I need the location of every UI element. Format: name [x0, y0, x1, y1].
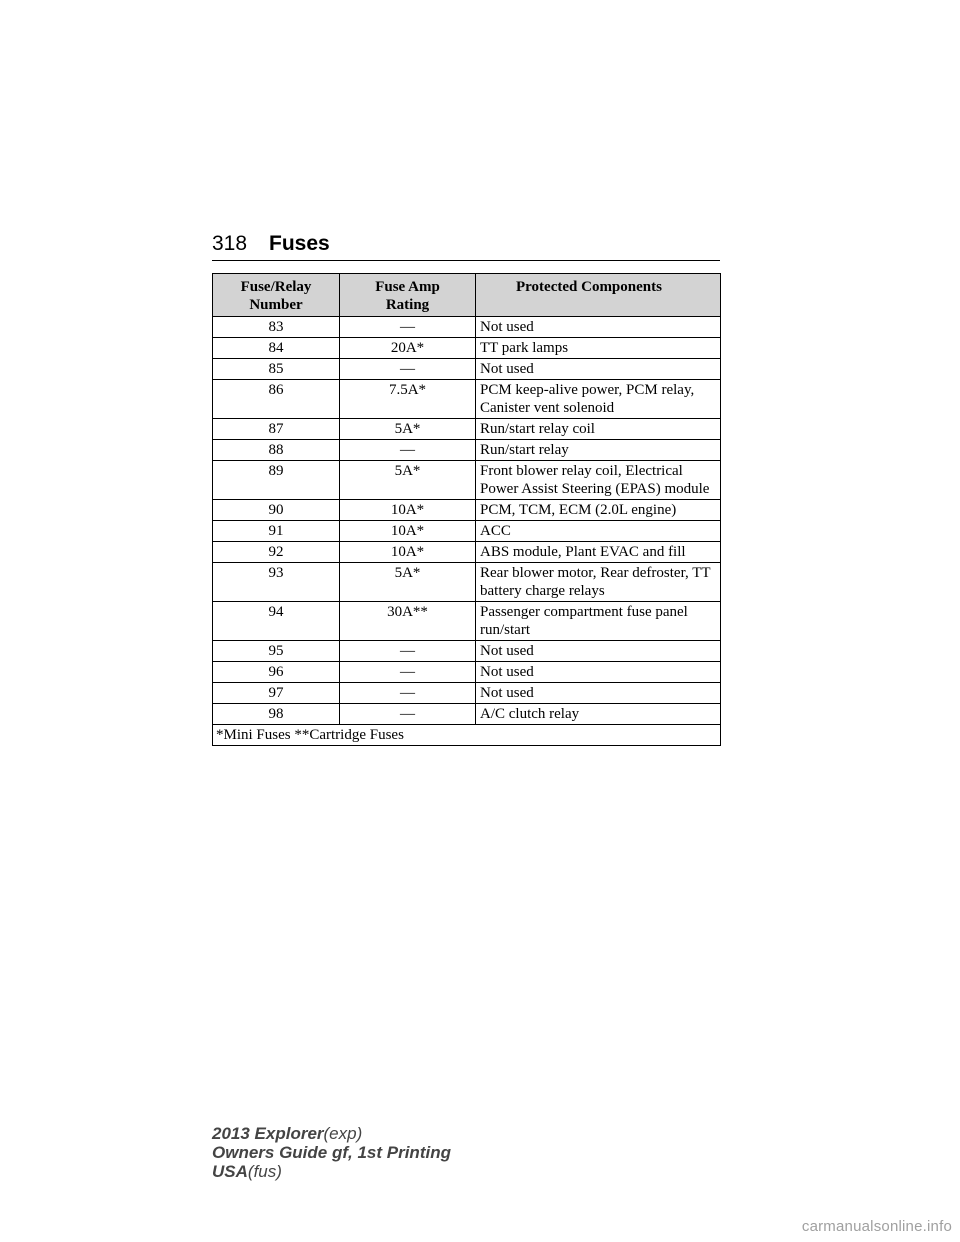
fuse-number-cell: 88: [213, 440, 340, 461]
fuse-table: [212, 273, 721, 746]
fuse-number-cell: 98: [213, 704, 340, 725]
protected-components-cell: Not used: [476, 683, 721, 704]
fuse-number-cell: 95: [213, 641, 340, 662]
fuse-rating-cell: 10A*: [340, 542, 476, 563]
page-header: [212, 232, 720, 261]
table-row: [213, 380, 721, 419]
table-row: [213, 641, 721, 662]
protected-components-cell: A/C clutch relay: [476, 704, 721, 725]
section-title: Fuses: [269, 232, 330, 255]
fuse-number-cell: 97: [213, 683, 340, 704]
footnote-row: [213, 725, 721, 746]
column-header-line: Fuse Amp: [375, 279, 440, 295]
protected-components-cell: Passenger compartment fuse panel run/start: [476, 602, 721, 641]
protected-components-cell: Front blower relay coil, Electrical Power Assist Steering (EPAS) module: [476, 461, 721, 500]
document-footer: [212, 1124, 451, 1181]
fuse-rating-cell: 5A*: [340, 461, 476, 500]
fuse-rating-cell: —: [340, 662, 476, 683]
footer-market: USA: [212, 1162, 248, 1181]
table-row: [213, 521, 721, 542]
table-row: [213, 704, 721, 725]
fuse-rating-cell: —: [340, 440, 476, 461]
fuse-rating-cell: 10A*: [340, 500, 476, 521]
table-row: [213, 563, 721, 602]
fuse-number-cell: 96: [213, 662, 340, 683]
page-number: 318: [212, 232, 248, 255]
column-header-fuse-relay-number: [213, 274, 340, 317]
fuse-rating-cell: 7.5A*: [340, 380, 476, 419]
fuse-number-cell: 87: [213, 419, 340, 440]
fuse-number-cell: 90: [213, 500, 340, 521]
fuse-number-cell: 91: [213, 521, 340, 542]
footer-guide: Owners Guide gf, 1st Printing: [212, 1143, 451, 1162]
table-row: [213, 683, 721, 704]
footer-line-1: [212, 1124, 451, 1143]
fuse-number-cell: 92: [213, 542, 340, 563]
footer-model: 2013 Explorer: [212, 1124, 324, 1143]
protected-components-cell: TT park lamps: [476, 338, 721, 359]
fuse-rating-cell: 30A**: [340, 602, 476, 641]
table-row: [213, 419, 721, 440]
fuse-number-cell: 86: [213, 380, 340, 419]
table-header-row: [213, 274, 721, 317]
protected-components-cell: PCM, TCM, ECM (2.0L engine): [476, 500, 721, 521]
protected-components-cell: Not used: [476, 662, 721, 683]
table-row: [213, 317, 721, 338]
protected-components-cell: Run/start relay: [476, 440, 721, 461]
fuse-rating-cell: —: [340, 359, 476, 380]
fuse-number-cell: 89: [213, 461, 340, 500]
protected-components-cell: Run/start relay coil: [476, 419, 721, 440]
fuse-rating-cell: 5A*: [340, 419, 476, 440]
fuse-rating-cell: —: [340, 641, 476, 662]
protected-components-cell: Rear blower motor, Rear defroster, TT battery charge relays: [476, 563, 721, 602]
column-header-protected-components: Protected Components: [476, 274, 721, 317]
protected-components-cell: ACC: [476, 521, 721, 542]
protected-components-cell: Not used: [476, 359, 721, 380]
table-row: [213, 602, 721, 641]
protected-components-cell: PCM keep-alive power, PCM relay, Canister vent solenoid: [476, 380, 721, 419]
fuse-number-cell: 94: [213, 602, 340, 641]
table-row: [213, 461, 721, 500]
fuse-number-cell: 85: [213, 359, 340, 380]
table-row: [213, 542, 721, 563]
fuse-number-cell: 84: [213, 338, 340, 359]
footer-model-code: (exp): [323, 1124, 363, 1143]
column-header-line: Fuse/Relay: [240, 279, 312, 295]
table-row: [213, 500, 721, 521]
fuse-rating-cell: —: [340, 683, 476, 704]
fuse-rating-cell: —: [340, 317, 476, 338]
watermark: carmanualsonline.info: [801, 1218, 952, 1235]
table-row: [213, 359, 721, 380]
table-footer: [213, 725, 721, 746]
fuse-rating-cell: 5A*: [340, 563, 476, 602]
footer-line-2: [212, 1143, 451, 1162]
table-row: [213, 440, 721, 461]
fuse-number-cell: 93: [213, 563, 340, 602]
column-header-line: Rating: [385, 297, 430, 313]
column-header-line: Number: [249, 297, 303, 313]
footer-line-3: [212, 1162, 451, 1181]
footer-market-code: (fus): [247, 1162, 282, 1181]
table-body: [213, 317, 721, 725]
fuse-rating-cell: 20A*: [340, 338, 476, 359]
column-header-fuse-amp-rating: [340, 274, 476, 317]
protected-components-cell: Not used: [476, 641, 721, 662]
table-footnote: *Mini Fuses **Cartridge Fuses: [213, 725, 721, 746]
fuse-rating-cell: —: [340, 704, 476, 725]
protected-components-cell: Not used: [476, 317, 721, 338]
fuse-rating-cell: 10A*: [340, 521, 476, 542]
table-row: [213, 338, 721, 359]
fuse-number-cell: 83: [213, 317, 340, 338]
table-row: [213, 662, 721, 683]
protected-components-cell: ABS module, Plant EVAC and fill: [476, 542, 721, 563]
table-header: [213, 274, 721, 317]
